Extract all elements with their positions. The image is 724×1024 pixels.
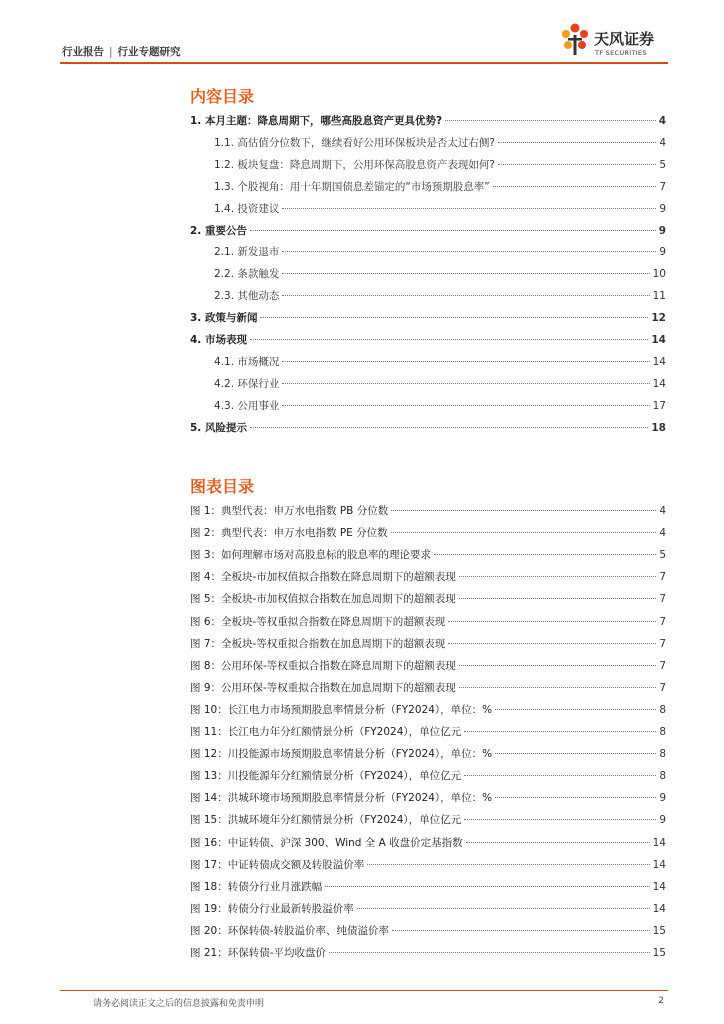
entry-page: 4 xyxy=(659,527,666,540)
entry-page: 14 xyxy=(651,334,666,346)
dot-leader xyxy=(464,775,656,776)
dot-leader xyxy=(282,208,656,209)
toc-entry[interactable] xyxy=(190,244,666,260)
dot-leader xyxy=(391,532,657,533)
figure-entry[interactable] xyxy=(190,547,666,563)
entry-page: 15 xyxy=(652,924,666,937)
entry-label: 图 3：如何理解市场对高股息标的股息率的理论要求 xyxy=(190,549,432,562)
entry-page: 7 xyxy=(659,659,666,672)
entry-label: 图 14：洪城环境市场预期股息率情景分析（FY2024），单位：% xyxy=(190,792,493,805)
figures-title: 图表目录 xyxy=(190,477,255,496)
entry-label: 2.3. 其他动态 xyxy=(214,290,280,303)
footer-rule xyxy=(60,990,668,991)
toc-entry[interactable] xyxy=(190,113,666,129)
entry-page: 7 xyxy=(659,571,666,584)
toc-entry[interactable] xyxy=(190,288,666,304)
entry-label: 图 16：中证转债、沪深 300、Wind 全 A 收盘价定基指数 xyxy=(190,836,463,849)
dot-leader xyxy=(495,753,656,754)
entry-page: 5 xyxy=(659,549,666,562)
figure-entry[interactable] xyxy=(190,879,666,895)
entry-label: 1.2. 板块复盘：降息周期下，公用环保高股息资产表现如何? xyxy=(214,158,495,171)
flower-logo-icon xyxy=(558,22,592,58)
dot-leader xyxy=(357,908,650,909)
figure-entry[interactable] xyxy=(190,702,666,718)
entry-page: 15 xyxy=(652,947,666,959)
entry-page: 8 xyxy=(659,703,666,716)
dot-leader xyxy=(434,554,656,555)
figure-entry[interactable] xyxy=(190,636,666,652)
toc-entry[interactable] xyxy=(190,398,666,414)
dot-leader xyxy=(250,339,648,340)
logo-name: 天风证券 xyxy=(594,30,655,48)
entry-page: 14 xyxy=(652,836,666,849)
entry-label: 4.3. 公用事业 xyxy=(214,399,280,412)
dot-leader xyxy=(459,598,657,599)
entry-label: 图 7：全板块-等权重拟合指数在加息周期下的超额表现 xyxy=(190,637,446,650)
dot-leader xyxy=(391,510,656,511)
entry-page: 18 xyxy=(651,421,666,434)
entry-label: 图 18：转债分行业月涨跌幅 xyxy=(190,880,323,893)
entry-page: 7 xyxy=(659,593,666,606)
entry-page: 11 xyxy=(652,290,666,303)
toc-entry[interactable] xyxy=(190,135,666,151)
entry-label: 图 11：长江电力年分红额情景分析（FY2024），单位亿元 xyxy=(190,726,462,738)
figure-entry[interactable] xyxy=(190,724,666,740)
toc-entry[interactable] xyxy=(190,266,666,282)
figure-entry[interactable] xyxy=(190,569,666,585)
entry-label: 图 17：中证转债成交额及转股溢价率 xyxy=(190,858,365,871)
toc-entry[interactable] xyxy=(190,201,666,217)
figure-entry[interactable] xyxy=(190,812,666,828)
dot-leader xyxy=(459,687,657,688)
entry-page: 9 xyxy=(659,246,666,259)
dot-leader xyxy=(448,621,656,622)
dot-leader xyxy=(445,120,656,121)
entry-label: 1.3. 个股视角：用十年期国债息差锚定的“市场预期股息率” xyxy=(214,180,490,193)
entry-page: 4 xyxy=(659,505,666,517)
figure-entry[interactable] xyxy=(190,768,666,784)
toc-entry[interactable] xyxy=(190,179,666,195)
entry-label: 图 19：转债分行业最新转股溢价率 xyxy=(190,902,354,915)
entry-label: 图 4：全板块-市加权值拟合指数在降息周期下的超额表现 xyxy=(190,571,456,584)
entry-label: 图 12：川投能源市场预期股息率情景分析（FY2024），单位：% xyxy=(190,748,493,761)
entry-page: 14 xyxy=(652,902,666,915)
dot-leader xyxy=(392,930,650,931)
entry-label: 3. 政策与新闻 xyxy=(190,312,258,325)
entry-page: 8 xyxy=(659,748,666,761)
dot-leader xyxy=(367,864,649,865)
entry-label: 图 20：环保转债-转股溢价率、纯债溢价率 xyxy=(190,924,389,937)
dot-leader xyxy=(282,251,656,252)
figure-entry[interactable] xyxy=(190,680,666,696)
entry-page: 14 xyxy=(652,355,666,368)
entry-page: 7 xyxy=(659,180,666,193)
dot-leader xyxy=(498,142,656,143)
figure-entry[interactable] xyxy=(190,746,666,762)
toc-title: 内容目录 xyxy=(190,87,255,106)
entry-label: 图 2：典型代表：申万水电指数 PE 分位数 xyxy=(190,527,388,540)
dot-leader xyxy=(250,230,656,231)
logo-subtitle: TF SECURITIES xyxy=(595,49,647,57)
toc-entry[interactable] xyxy=(190,157,666,173)
dot-leader xyxy=(282,295,649,296)
report-subtype: 行业专题研究 xyxy=(117,46,181,58)
entry-label: 4. 市场表现 xyxy=(190,334,247,346)
figure-entry[interactable] xyxy=(190,525,666,541)
entry-label: 图 21：环保转债-平均收盘价 xyxy=(190,947,326,959)
entry-label: 5. 风险提示 xyxy=(190,421,247,434)
entry-page: 14 xyxy=(652,377,666,390)
header-rule xyxy=(60,62,668,64)
entry-label: 图 8：公用环保-等权重拟合指数在降息周期下的超额表现 xyxy=(190,659,456,672)
figure-entry[interactable] xyxy=(190,945,666,961)
entry-page: 14 xyxy=(652,880,666,893)
entry-page: 12 xyxy=(651,312,666,325)
entry-label: 4.1. 市场概况 xyxy=(214,355,280,368)
figure-entry[interactable] xyxy=(190,857,666,873)
page-number: 2 xyxy=(658,996,664,1006)
entry-label: 图 6：全板块-等权重拟合指数在降息周期下的超额表现 xyxy=(190,615,446,628)
figure-entry[interactable] xyxy=(190,835,666,851)
entry-page: 10 xyxy=(652,268,666,281)
entry-page: 9 xyxy=(658,224,666,237)
entry-label: 1. 本月主题：降息周期下，哪些高股息资产更具优势? xyxy=(190,115,443,127)
entry-label: 2.1. 新发退市 xyxy=(214,246,280,259)
entry-label: 1.1. 高估值分位数下，继续看好公用环保板块是否太过右侧? xyxy=(214,136,495,149)
dot-leader xyxy=(466,842,650,843)
company-logo xyxy=(558,22,668,60)
entry-label: 2. 重要公告 xyxy=(190,224,247,237)
dot-leader xyxy=(329,952,650,953)
entry-label: 2.2. 条款触发 xyxy=(214,268,280,281)
report-type: 行业报告 xyxy=(62,46,104,58)
entry-label: 4.2. 环保行业 xyxy=(214,377,280,390)
entry-label: 图 10：长江电力市场预期股息率情景分析（FY2024），单位：% xyxy=(190,703,493,716)
dot-leader xyxy=(498,164,656,165)
figure-entry[interactable] xyxy=(190,923,666,939)
dot-leader xyxy=(459,665,657,666)
header-separator: | xyxy=(109,46,113,58)
toc-entry[interactable] xyxy=(190,354,666,370)
dot-leader xyxy=(282,405,649,406)
entry-page: 17 xyxy=(652,399,666,412)
figure-entry[interactable] xyxy=(190,658,666,674)
dot-leader xyxy=(493,186,657,187)
entry-page: 9 xyxy=(659,202,666,215)
entry-page: 4 xyxy=(658,115,666,127)
dot-leader xyxy=(325,886,649,887)
figure-entry[interactable] xyxy=(190,591,666,607)
toc-entry[interactable] xyxy=(190,310,666,326)
figure-entry[interactable] xyxy=(190,614,666,630)
toc-entry[interactable] xyxy=(190,376,666,392)
dot-leader xyxy=(282,383,649,384)
entry-page: 8 xyxy=(659,726,666,738)
entry-page: 5 xyxy=(659,158,666,171)
entry-label: 1.4. 投资建议 xyxy=(214,202,280,215)
entry-page: 7 xyxy=(659,637,666,650)
toc-entry[interactable] xyxy=(190,223,666,239)
figure-entry[interactable] xyxy=(190,790,666,806)
dot-leader xyxy=(282,273,649,274)
entry-label: 图 9：公用环保-等权重拟合指数在加息周期下的超额表现 xyxy=(190,681,456,694)
entry-page: 7 xyxy=(659,615,666,628)
footer-disclaimer: 请务必阅读正文之后的信息披露和免责申明 xyxy=(93,999,265,1009)
entry-label: 图 1：典型代表：申万水电指数 PB 分位数 xyxy=(190,505,389,517)
dot-leader xyxy=(464,819,656,820)
toc-entry[interactable] xyxy=(190,332,666,348)
figure-entry[interactable] xyxy=(190,901,666,917)
dot-leader xyxy=(282,361,649,362)
entry-page: 9 xyxy=(659,792,666,805)
toc-entry[interactable] xyxy=(190,420,666,436)
figure-entry[interactable] xyxy=(190,503,666,519)
entry-page: 8 xyxy=(659,770,666,783)
entry-label: 图 5：全板块-市加权值拟合指数在加息周期下的超额表现 xyxy=(190,593,456,606)
report-category xyxy=(62,44,181,59)
entry-label: 图 13：川投能源年分红额情景分析（FY2024），单位亿元 xyxy=(190,770,462,783)
entry-page: 9 xyxy=(659,814,666,827)
dot-leader xyxy=(495,709,656,710)
dot-leader xyxy=(495,797,656,798)
entry-page: 7 xyxy=(659,681,666,694)
dot-leader xyxy=(260,317,648,318)
dot-leader xyxy=(464,731,656,732)
entry-page: 14 xyxy=(652,858,666,871)
entry-label: 图 15：洪城环境年分红额情景分析（FY2024），单位亿元 xyxy=(190,814,462,827)
dot-leader xyxy=(448,643,656,644)
dot-leader xyxy=(250,427,648,428)
entry-page: 4 xyxy=(659,136,666,149)
dot-leader xyxy=(459,576,657,577)
